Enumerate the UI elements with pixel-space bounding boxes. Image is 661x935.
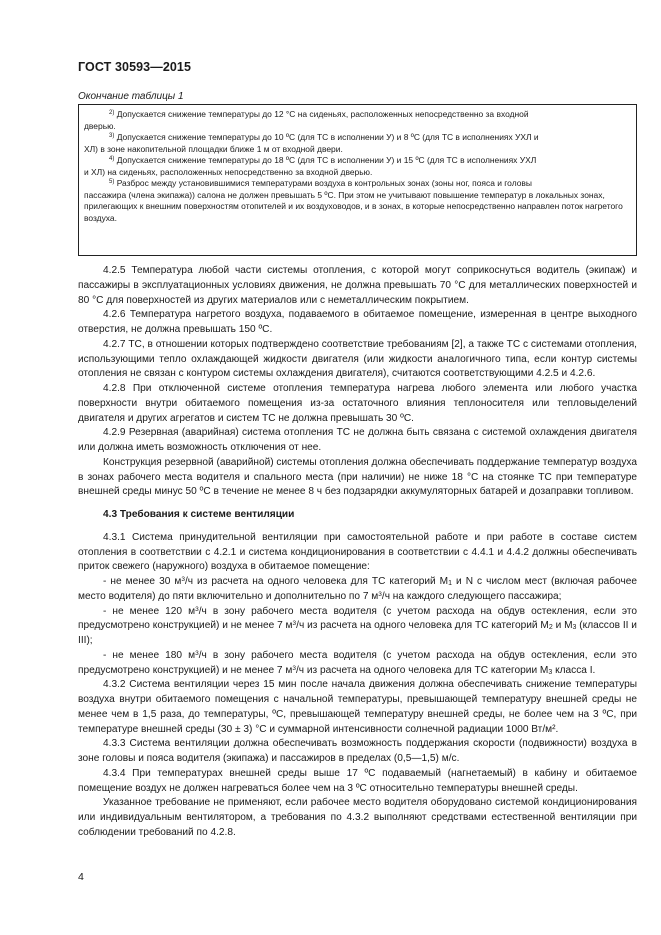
note-text: Допускается снижение температуры до 18 ºС (для ТС в исполнении У) и 15 ºС (для ТС в исполнениях УХЛ — [114, 155, 537, 166]
note-number: 3) — [109, 133, 115, 140]
note-text: Разброс между установившимися температурами воздуха в контрольных зонах (зоны ног, пояса и головы — [114, 178, 532, 189]
clause-4-2-9-cont: Конструкция резервной (аварийной) системы отопления должна обеспечивать поддержание температур воздуха в зонах рабочего места водителя и спального места (при наличии) не ниже 18 °С на стоянке ТС при температуре внешней среды минус 50 ºС в течение не менее 8 ч без подзарядки аккумуляторных батарей и дозаправки топливом. — [78, 456, 637, 498]
clause-4-2-9: 4.2.9 Резервная (аварийная) система отопления ТС не должна быть связана с системой охлаждения двигателя или должна иметь возможность отключения от нее. — [78, 427, 637, 453]
note-text-cont: дверью. — [84, 120, 116, 131]
table-notes-box — [78, 104, 637, 256]
list-item-ventilation-1: - не менее 30 $м^3/ч$ из расчета на одного человека для ТС категорий М1 и N с числом мест (включая рабочее место водителя) до пяти включительно и дополнительно по 7 $м^3/ч$ на каждого следующего пассажира; — [78, 576, 637, 602]
note-text: Допускается снижение температуры до 10 ºС (для ТС в исполнении У) и 8 ºС (для ТС в исполнениях УХЛ и — [114, 132, 539, 143]
clause-4-3-1: 4.3.1 Система принудительной вентиляции при самостоятельной работе и при работе в составе систем отопления в соответствии с 4.2.1 и система кондиционирования в соответствии с 4.4.1 и 4.4.2 должны обеспечивать приток свежего (наружного) воздуха в обитаемое помещение: — [78, 531, 637, 573]
table-caption: Окончание таблицы 1 — [78, 91, 184, 102]
clause-4-3-4: 4.3.4 При температурах внешней среды выше 17 ºС подаваемый (нагнетаемый) в кабину и обитаемое помещение воздух не должен нагреваться более чем на 3 ºС относительно температуры внешней среды. — [78, 767, 637, 794]
note-text-cont: пассажира (члена экипажа)) салона не должен превышать 5 ºС. При этом не учитывают повышение температур в локальных зонах, прилегающих к внешним поверхностям отопителей и их воздуховодов, и в зонах, в которые непосредственно направлен поток нагретого воздуха. — [84, 189, 623, 223]
body-text — [78, 264, 637, 841]
table-note — [84, 155, 631, 178]
list-item-ventilation-3: - не менее 180 $м^3/ч$ в зону рабочего места водителя (с учетом расхода на обдув остекления, если это предусмотрено конструкцией) и не менее 7 $м^3/ч$ из расчета на одного человека для ТС категории М3 класса I. — [78, 649, 637, 676]
clause-4-3-2: 4.3.2 Система вентиляции через 15 мин после начала движения должна обеспечивать снижение температуры воздуха внутри обитаемого помещения с начальной температуры, превышающей температуру внешней среды не менее чем в 1,5 раза, до температуры, ºС, превышающей температуру внешней среды, не более чем на 3 ºС, при температуре внешней среды (30 ± 3) °С и суммарной интенсивности солнечной радиации 1000 Вт/м². — [78, 679, 637, 735]
clause-4-3-3: 4.3.3 Система вентиляции должна обеспечивать возможность поддержания скорости (подвижности) воздуха в зоне головы и пояса водителя (экипажа) и пассажиров в пределах (0,5—1,5) м/с. — [78, 738, 637, 764]
clause-4-3-4-cont: Указанное требование не применяют, если рабочее место водителя оборудовано системой кондиционирования или индивидуальным вентилятором, а требования по 4.3.2 выполняют средствами естественной вентиляции при соблюдении требований по 4.2.8. — [78, 797, 637, 838]
clause-4-2-7: 4.2.7 ТС, в отношении которых подтверждено соответствие требованиям [2], а также ТС с системами отопления, использующими тепло охлаждающей жидкости двигателя (или жидкости аналогичного типа, если контур системы отопления не связан с контуром системы охлаждения двигателя), считаются соответствующими 4.2.5 и 4.2.6. — [78, 338, 637, 380]
note-number: 5) — [109, 179, 115, 186]
note-text-cont: ХЛ) в зоне накопительной площадки ближе 1 м от входной двери. — [84, 143, 343, 154]
note-text-cont: и ХЛ) на сиденьях, расположенных непосредственно за входной дверью. — [84, 166, 373, 177]
clause-4-2-5: 4.2.5 Температура любой части системы отопления, с которой могут соприкоснуться водитель (экипаж) и пассажиры в эксплуатационных условиях движения, не должна превышать 70 °С для металлических поверхностей и 80 °С для поверхностей из других материалов или с неметаллическим покрытием. — [78, 265, 637, 306]
section-heading-4-3: 4.3 Требования к системе вентиляции — [103, 509, 295, 520]
table-note — [84, 109, 631, 132]
table-note — [84, 178, 631, 224]
page-number: 4 — [78, 871, 84, 883]
clause-4-2-8: 4.2.8 При отключенной системе отопления температура нагрева любого элемента или любого участка поверхности внутри обитаемого помещения из-за остаточного влияния теплоносителя или тепловыделений двигателя и других агрегатов и систем ТС не должна превышать 30 ºС. — [78, 383, 637, 424]
list-item-ventilation-2: - не менее 120 $м^3/ч$ в зону рабочего места водителя (с учетом расхода на обдув остекления, если это предусмотрено конструкцией) и не менее 7 $м^3/ч$ из расчета на одного человека для ТС категорий М2 и М3 (классов II и III); — [78, 605, 637, 646]
standard-header: ГОСТ 30593—2015 — [78, 60, 192, 74]
table-note — [84, 132, 631, 155]
note-number: 2) — [109, 110, 115, 116]
note-number: 4) — [109, 156, 115, 163]
clause-4-2-6: 4.2.6 Температура нагретого воздуха, подаваемого в обитаемое помещение, измеренная в центре выходного отверстия, не должна превышать 150 ºС. — [78, 309, 637, 335]
note-text: Допускается снижение температуры до 12 °С на сиденьях, расположенных непосредственно за входной — [114, 109, 529, 119]
